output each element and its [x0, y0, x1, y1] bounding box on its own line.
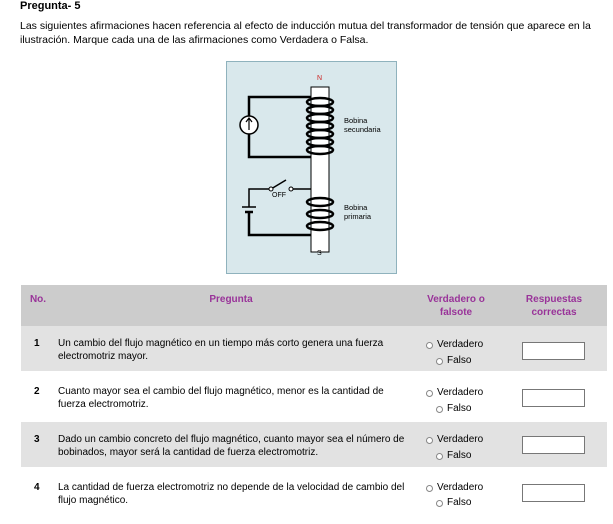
radio-false[interactable] — [436, 497, 471, 509]
row-number: 2 — [34, 386, 40, 397]
row-statement: Cuanto mayor sea el cambio del flujo magnético, menor es la cantidad de fuerza electromotriz. — [58, 386, 384, 410]
row-number: 4 — [34, 482, 40, 493]
secondary-coil-label: Bobina secundaria — [344, 116, 381, 134]
row-statement: Dado un cambio concreto del flujo magnético, cuanto mayor sea el número de bobinados, mayor será la cantidad de fuerza electromotriz. — [58, 434, 405, 458]
table-row — [21, 470, 607, 515]
radio-false-label: Falso — [447, 497, 472, 508]
radio-false-label: Falso — [447, 403, 472, 414]
table-row — [21, 326, 607, 371]
radio-circle-icon[interactable] — [426, 342, 433, 349]
radio-circle-icon[interactable] — [436, 500, 443, 507]
radio-circle-icon[interactable] — [436, 358, 443, 365]
radio-false-label: Falso — [447, 450, 472, 461]
correct-answer-box — [522, 436, 585, 454]
radio-circle-icon[interactable] — [436, 406, 443, 413]
pole-north-label: N — [317, 75, 323, 82]
transformer-diagram — [227, 62, 398, 275]
radio-true[interactable] — [426, 339, 483, 351]
radio-false[interactable] — [436, 355, 471, 367]
question-title: Pregunta- 5 — [20, 0, 81, 12]
question-intro: Las siguientes afirmaciones hacen referencia al efecto de inducción mutua del transformador de tensión que aparece en la ilustración. Marque cada una de las afirmaciones como Verdadera o Falsa. — [20, 20, 591, 46]
switch-icon — [271, 180, 286, 189]
radio-false[interactable] — [436, 403, 471, 415]
switch-label: OFF — [272, 192, 286, 199]
header-no: No. — [29, 294, 47, 305]
radio-true-label: Verdadero — [437, 387, 484, 398]
radio-true[interactable] — [426, 482, 483, 494]
iron-core — [311, 87, 329, 252]
radio-true-label: Verdadero — [437, 434, 484, 445]
primary-coil-label: Bobina primaria — [344, 203, 372, 221]
radio-true-label: Verdadero — [437, 482, 484, 493]
radio-circle-icon[interactable] — [426, 437, 433, 444]
header-true-false: Verdadero o falsote — [427, 294, 485, 318]
correct-answer-box — [522, 484, 585, 502]
table-row — [21, 374, 607, 419]
transformer-illustration — [226, 61, 397, 274]
radio-true[interactable] — [426, 434, 483, 446]
radio-circle-icon[interactable] — [426, 485, 433, 492]
table-header — [21, 285, 607, 326]
header-question: Pregunta — [209, 294, 253, 305]
correct-answer-box — [522, 342, 585, 360]
radio-false-label: Falso — [447, 355, 472, 366]
radio-false[interactable] — [436, 450, 471, 462]
table-row — [21, 422, 607, 467]
row-number: 1 — [34, 338, 40, 349]
radio-true[interactable] — [426, 387, 483, 399]
row-statement: La cantidad de fuerza electromotriz no depende de la velocidad de cambio del flujo magnético. — [58, 482, 405, 506]
radio-true-label: Verdadero — [437, 339, 484, 350]
correct-answer-box — [522, 389, 585, 407]
pole-south-label: S — [317, 250, 322, 257]
radio-circle-icon[interactable] — [426, 390, 433, 397]
header-correct-answers: Respuestas correctas — [525, 294, 583, 318]
radio-circle-icon[interactable] — [436, 453, 443, 460]
row-number: 3 — [34, 434, 40, 445]
row-statement: Un cambio del flujo magnético en un tiempo más corto genera una fuerza electromotriz mayor. — [58, 338, 384, 362]
